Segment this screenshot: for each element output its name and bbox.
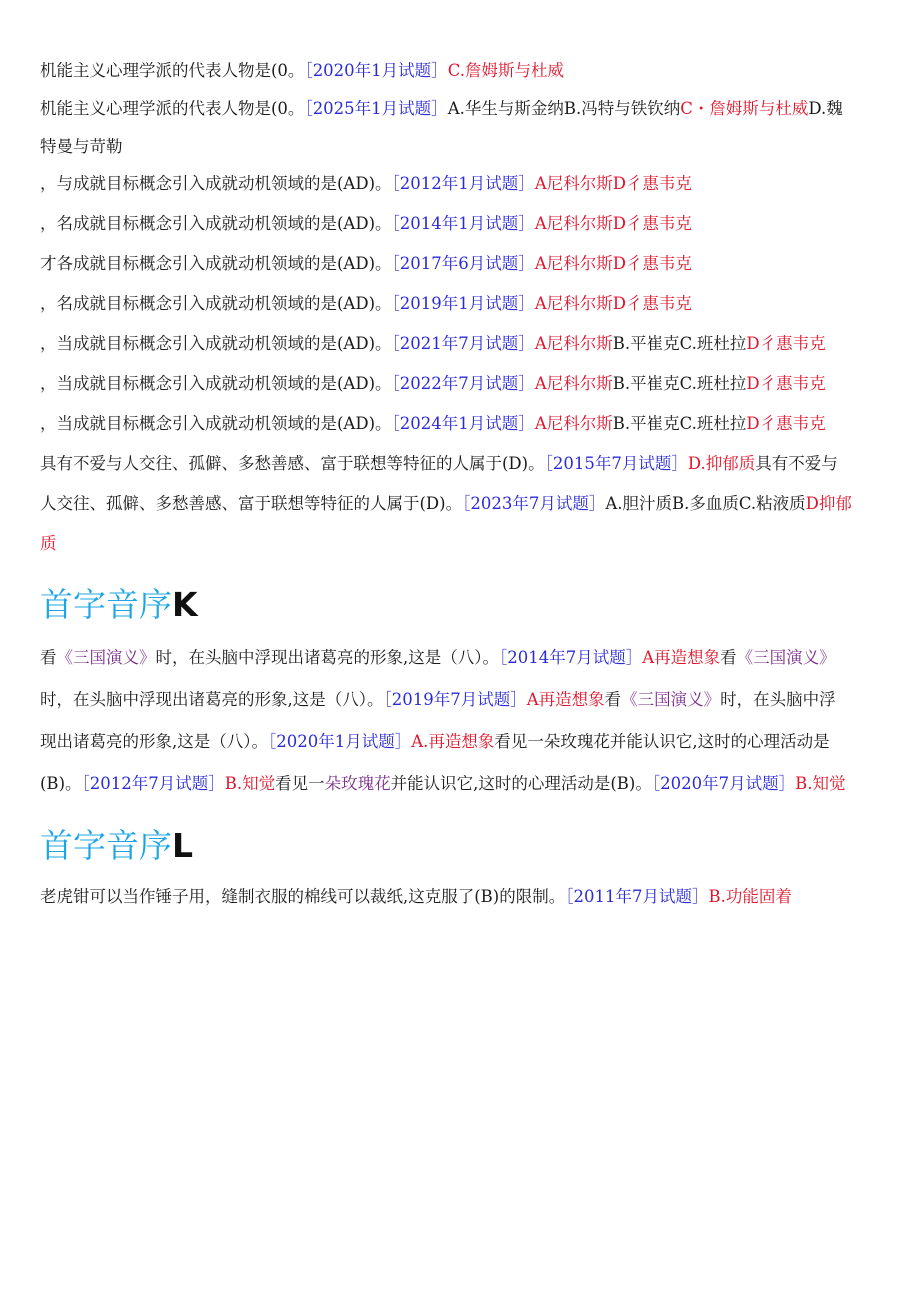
answer-text: A尼科尔斯	[534, 334, 613, 353]
question-text: 具有不爱与	[755, 454, 838, 473]
exam-year-tag: ［2014年1月试题］	[391, 214, 535, 233]
exam-year-tag: ［2011年7月试题］	[565, 887, 709, 906]
question-line	[40, 452, 885, 476]
exam-year-tag: ［2020年1月试题］	[268, 732, 412, 751]
question-text: 人交往、孤僻、多愁善感、富于联想等特征的人属于(D)。	[40, 494, 463, 513]
answer-text: C.詹姆斯与杜威	[447, 61, 564, 80]
answer-text: A尼科尔斯D彳惠韦克	[534, 174, 692, 193]
question-text: 看	[604, 690, 622, 709]
answer-text: A尼科尔斯D彳惠韦克	[534, 294, 692, 313]
question-line	[40, 212, 885, 236]
highlight-text: 《三国演义》	[56, 648, 156, 667]
exam-year-tag: ［2015年7月试题］	[544, 454, 688, 473]
highlight-text: 《三国演义》	[736, 648, 836, 667]
question-text: ，当成就目标概念引入成就动机领域的是(AD)。	[40, 374, 392, 393]
section-heading-prefix: 首字音序	[40, 585, 172, 624]
answer-text: A尼科尔斯	[534, 414, 613, 433]
question-text: 时，在头脑中浮现出诸葛亮的形象,这是（八）。	[155, 648, 499, 667]
question-line	[40, 646, 885, 670]
answer-text: D彳惠韦克	[746, 334, 826, 353]
question-line	[40, 372, 885, 396]
exam-year-tag: ［2020年7月试题］	[651, 774, 796, 793]
exam-year-tag: ［2012年1月试题］	[391, 174, 535, 193]
question-line	[40, 332, 885, 356]
answer-text: A尼科尔斯	[534, 374, 613, 393]
answer-text: A.再造想象	[411, 732, 495, 751]
question-text: 机能主义心理学派的代表人物是(0。	[40, 99, 305, 118]
answer-text: C・詹姆斯与杜威	[680, 99, 809, 118]
section-heading-l	[40, 826, 193, 866]
exam-year-tag: ［2024年1月试题］	[391, 414, 535, 433]
question-text: 老虎钳可以当作锤子用，缝制衣服的棉线可以裁纸,这克服了(B)的限制。	[40, 887, 566, 906]
exam-year-tag: ［2023年7月试题］	[462, 494, 606, 513]
exam-year-tag: ［2019年7月试题］	[383, 690, 527, 709]
question-line	[40, 252, 885, 276]
answer-text: 质	[40, 534, 57, 553]
question-line	[40, 772, 885, 796]
answer-text: D彳惠韦克	[746, 374, 826, 393]
exam-year-tag: ［2012年7月试题］	[81, 774, 225, 793]
question-line	[40, 412, 885, 436]
answer-text: A尼科尔斯D彳惠韦克	[534, 214, 692, 233]
section-heading-prefix: 首字音序	[40, 826, 172, 865]
answer-text: A再造想象	[526, 690, 605, 709]
question-text: D.魏	[808, 99, 843, 118]
question-text: 看见一	[275, 774, 325, 793]
question-text: 并能认识它,这时的心理活动是(B)。	[390, 774, 652, 793]
question-line	[40, 59, 885, 83]
question-text: B.平崔克C.班杜拉	[612, 374, 747, 393]
question-line	[40, 885, 885, 909]
question-text: A.胆汁质B.多血质C.粘液质	[605, 494, 806, 513]
question-text: B.平崔克C.班杜拉	[612, 414, 747, 433]
question-line	[40, 135, 885, 159]
exam-year-tag: ［2021年7月试题］	[391, 334, 535, 353]
question-line	[40, 532, 885, 556]
exam-year-tag: ［2022年7月试题］	[391, 374, 535, 393]
section-heading-k	[40, 585, 198, 625]
question-text: B.平崔克C.班杜拉	[612, 334, 747, 353]
answer-text: B.知觉	[795, 774, 846, 793]
question-line	[40, 97, 885, 121]
answer-text: D彳惠韦克	[746, 414, 826, 433]
question-line	[40, 492, 885, 516]
question-line	[40, 688, 885, 712]
question-text: ，当成就目标概念引入成就动机领域的是(AD)。	[40, 334, 392, 353]
question-text: 看	[40, 648, 57, 667]
question-text: ，名成就目标概念引入成就动机领域的是(AD)。	[40, 294, 392, 313]
exam-year-tag: ［2014年7月试题］	[499, 648, 643, 667]
question-text: 特曼与苛勒	[40, 137, 123, 156]
answer-text: B.知觉	[224, 774, 276, 793]
exam-year-tag: ［2017年6月试题］	[391, 254, 535, 273]
answer-text: A尼科尔斯D彳惠韦克	[534, 254, 692, 273]
question-text: ，名成就目标概念引入成就动机领域的是(AD)。	[40, 214, 392, 233]
question-text: 看见一朵玫瑰花并能认识它,这时的心理活动是	[494, 732, 830, 751]
question-text: 时，在头脑中浮	[720, 690, 836, 709]
answer-text: D.抑郁质	[687, 454, 756, 473]
exam-year-tag: ［2019年1月试题］	[391, 294, 535, 313]
question-line	[40, 172, 885, 196]
highlight-text: 朵玫瑰花	[324, 774, 391, 793]
question-line	[40, 292, 885, 316]
question-text: 现出诸葛亮的形象,这是（八）。	[40, 732, 268, 751]
question-line	[40, 730, 885, 754]
question-text: 具有不爱与人交往、孤僻、多愁善感、富于联想等特征的人属于(D)。	[40, 454, 545, 473]
exam-year-tag: ［2020年1月试题］	[304, 61, 448, 80]
highlight-text: 《三国演义》	[621, 690, 721, 709]
question-text: ，与成就目标概念引入成就动机领域的是(AD)。	[40, 174, 392, 193]
section-heading-letter: L	[172, 826, 194, 865]
question-text: A.华生与斯金纳B.冯特与铁钦纳	[447, 99, 681, 118]
question-text: (B)。	[40, 774, 82, 793]
exam-year-tag: ［2025年1月试题］	[304, 99, 448, 118]
answer-text: B.功能固着	[708, 887, 792, 906]
question-text: 看	[720, 648, 737, 667]
question-text: ，当成就目标概念引入成就动机领域的是(AD)。	[40, 414, 392, 433]
question-text: 时，在头脑中浮现出诸葛亮的形象,这是（八）。	[40, 690, 384, 709]
answer-text: A再造想象	[642, 648, 721, 667]
question-text: 机能主义心理学派的代表人物是(0。	[40, 61, 305, 80]
answer-text: D抑郁	[805, 494, 852, 513]
question-text: 才各成就目标概念引入成就动机领域的是(AD)。	[40, 254, 392, 273]
section-heading-letter: K	[172, 585, 198, 624]
